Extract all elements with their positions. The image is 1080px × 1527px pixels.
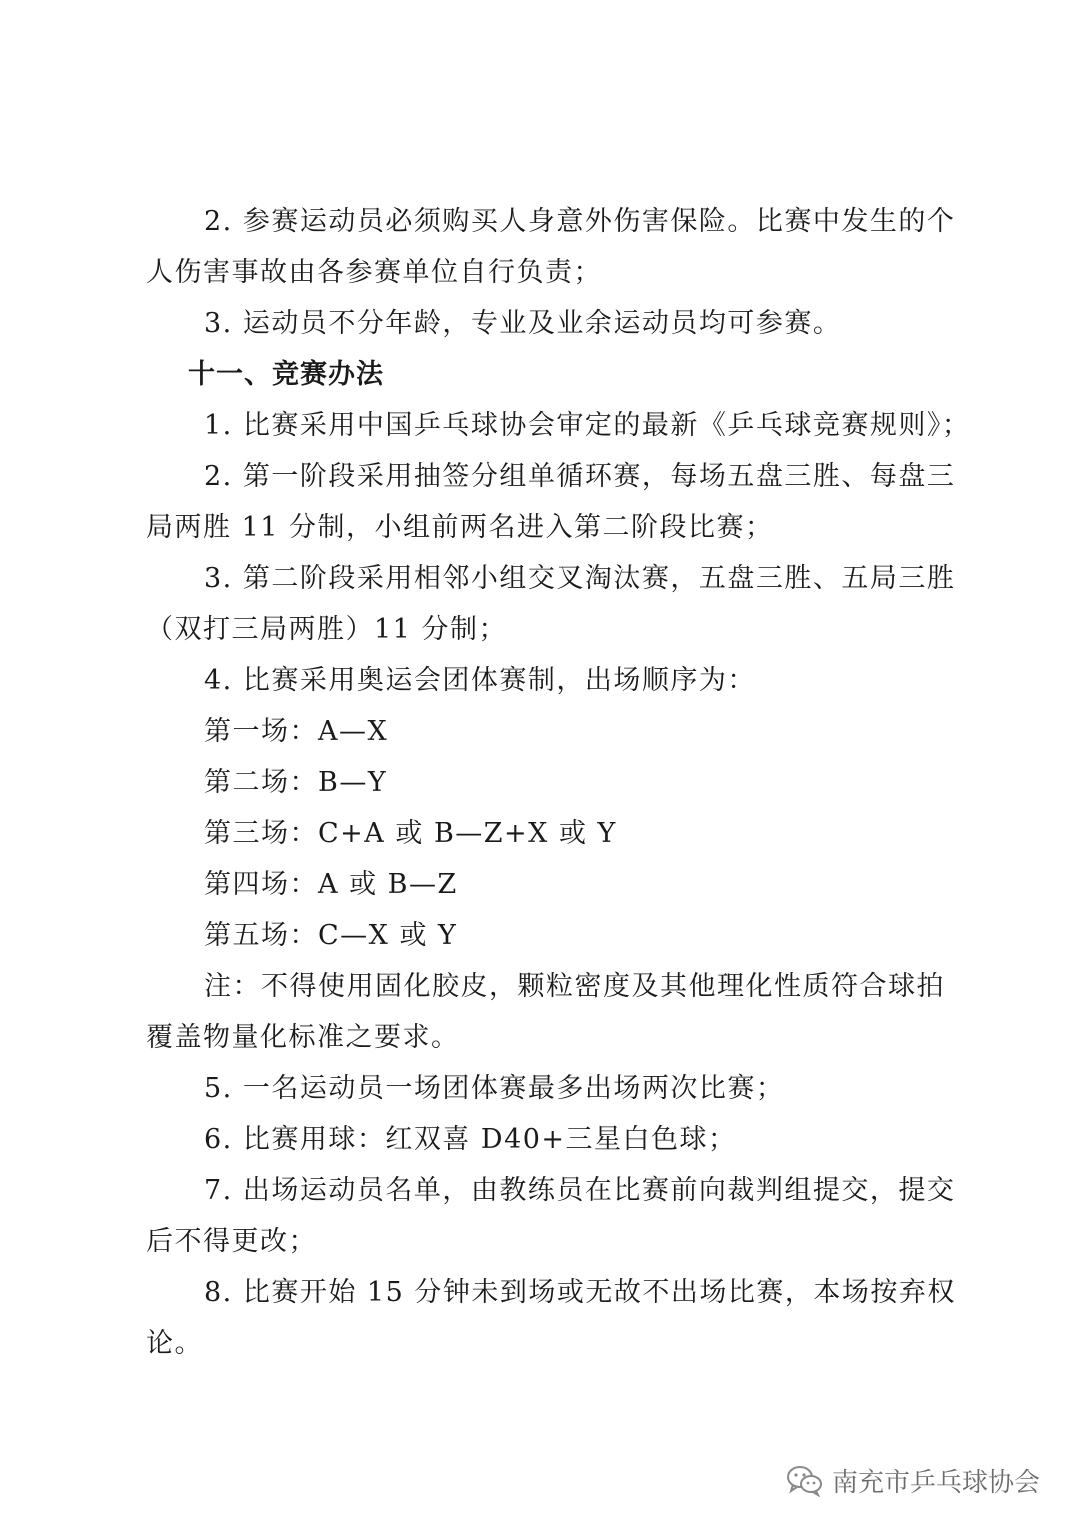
paragraph-line: 1. 比赛采用中国乒乓球协会审定的最新《乒乓球竞赛规则》；: [204, 410, 971, 441]
note-line: 覆盖物量化标准之要求。: [146, 1022, 460, 1053]
section-heading: 十一、竞赛办法: [188, 359, 384, 390]
wechat-icon: [786, 1465, 824, 1497]
paragraph-line: 2. 第一阶段采用抽签分组单循环赛，每场五盘三胜、每盘三: [204, 461, 956, 492]
paragraph-line: 4. 比赛采用奥运会团体赛制，出场顺序为：: [204, 665, 756, 696]
paragraph-line: 6. 比赛用球：红双喜 D40+三星白色球；: [204, 1124, 737, 1155]
paragraph-line: 5. 一名运动员一场团体赛最多出场两次比赛；: [204, 1073, 785, 1104]
paragraph-line: 论。: [146, 1328, 203, 1359]
paragraph-line: 3. 运动员不分年龄，专业及业余运动员均可参赛。: [204, 308, 842, 339]
paragraph-line: 局两胜 11 分制，小组前两名进入第二阶段比赛；: [146, 512, 774, 543]
paragraph-line: 后不得更改；: [146, 1226, 317, 1257]
paragraph-line: 人伤害事故由各参赛单位自行负责；: [146, 257, 602, 288]
document-page: [146, 196, 971, 1369]
watermark-text: 南充市乒乓球协会: [832, 1468, 1041, 1498]
paragraph-line: 7. 出场运动员名单，由教练员在比赛前向裁判组提交，提交: [204, 1175, 956, 1206]
paragraph-line: （双打三局两胜）11 分制；: [146, 614, 507, 645]
match-order-line: 第一场：A—X: [204, 716, 389, 747]
watermark: [786, 1462, 1040, 1499]
match-order-line: 第四场：A 或 B—Z: [204, 869, 458, 900]
paragraph-line: 8. 比赛开始 15 分钟未到场或无故不出场比赛，本场按弃权: [204, 1277, 956, 1308]
paragraph-line: 2. 参赛运动员必须购买人身意外伤害保险。比赛中发生的个: [204, 206, 956, 237]
paragraph-line: 3. 第二阶段采用相邻小组交叉淘汰赛，五盘三胜、五局三胜: [204, 563, 956, 594]
note-line: 注：不得使用固化胶皮，颗粒密度及其他理化性质符合球拍: [204, 971, 945, 1002]
match-order-line: 第三场：C+A 或 B—Z+X 或 Y: [204, 818, 617, 849]
match-order-line: 第二场：B—Y: [204, 767, 388, 798]
match-order-line: 第五场：C—X 或 Y: [204, 920, 458, 951]
